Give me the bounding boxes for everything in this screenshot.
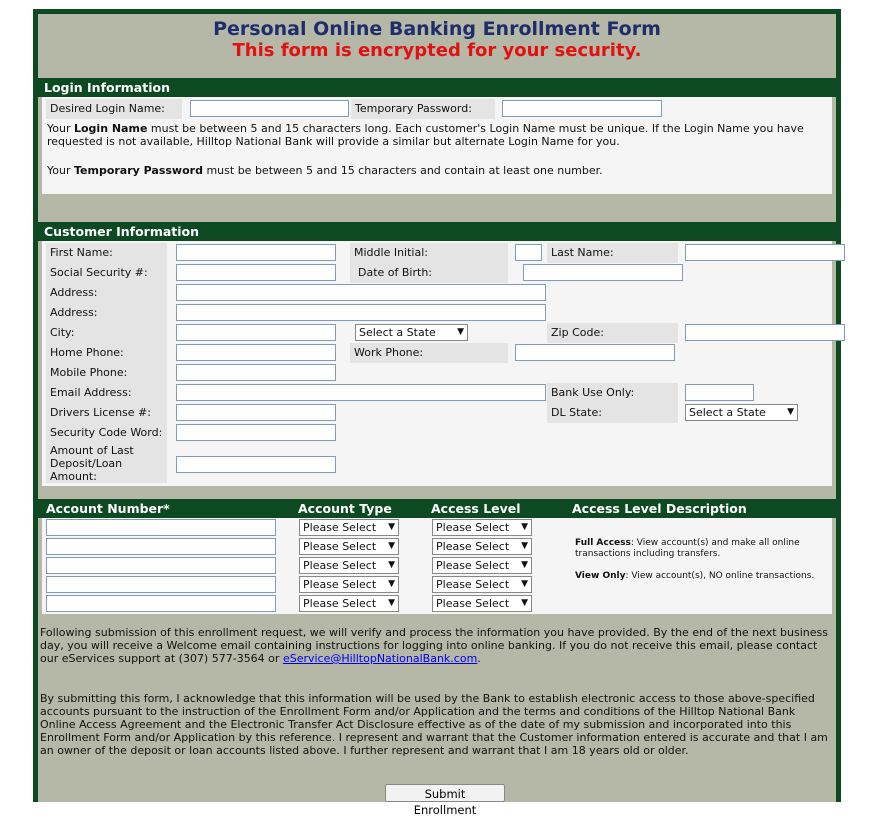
mobile-phone-input[interactable] xyxy=(176,364,336,381)
login-section-heading: Login Information xyxy=(38,78,836,97)
account-number-input-4[interactable] xyxy=(46,576,276,593)
account-type-select-1[interactable]: Please Select ▼ xyxy=(299,519,399,536)
account-number-input-2[interactable] xyxy=(46,538,276,555)
chevron-down-icon: ▼ xyxy=(388,541,395,551)
account-type-select-4[interactable]: Please Select ▼ xyxy=(299,576,399,593)
submit-enrollment-button[interactable]: Submit Enrollment xyxy=(385,784,505,802)
chevron-down-icon: ▼ xyxy=(388,598,395,608)
address1-input[interactable] xyxy=(176,284,546,301)
enrollment-form xyxy=(33,9,841,817)
work-phone-input[interactable] xyxy=(515,344,675,361)
security-notice: This form is encrypted for your security. xyxy=(232,40,642,61)
acknowledgement-text: By submitting this form, I acknowledge that this information will be used by the Bank to establish electronic access to those above-specified accounts pursuant to the instruction of the Enrollment Form and/or Application and the terms and conditions of the Hilltop National Bank Online Access Agreement and the Electronic Transfer Act Disclosure effective as of the date of my submission and incorporated into this Enrollment Form and/or Application by this reference. I represent and warrant that the Customer information entered is accurate and that I am an owner of the deposit or loan accounts listed above. I further represent and warrant that I am 18 years old or older. xyxy=(40,692,828,757)
processing-notice: Following submission of this enrollment request, we will verify and process the information you have provided. By the end of the next business day, you will receive a Welcome email containing instructions for logging into online banking. If you do not receive this email, please contact our eServices support at (307) 577-3564 or eService@HilltopNationalBank.com. xyxy=(40,626,828,665)
customer-panel xyxy=(42,241,832,486)
access-level-select-1[interactable]: Please Select ▼ xyxy=(432,519,532,536)
drivers-license-label: Drivers License #: xyxy=(46,403,167,423)
dob-label: Date of Birth: xyxy=(350,263,508,283)
access-level-select-3[interactable]: Please Select ▼ xyxy=(432,557,532,574)
middle-initial-label: Middle Initial: xyxy=(350,243,508,263)
chevron-down-icon: ▼ xyxy=(388,579,395,589)
login-name-note: Your Login Name must be between 5 and 15 characters long. Each customer's Login Name must be unique. If the Login Name you have requested is not available, Hilltop National Bank will provide a similar but alternate Login Name for you. xyxy=(47,122,804,148)
ssn-input[interactable] xyxy=(176,264,336,281)
mobile-phone-label: Mobile Phone: xyxy=(46,363,167,383)
state-select[interactable]: Select a State ▼ xyxy=(355,324,468,341)
customer-section-heading: Customer Information xyxy=(38,222,836,241)
chevron-down-icon: ▼ xyxy=(521,579,528,589)
temp-password-note: Your Temporary Password must be between 5 and 15 characters and contain at least one number. xyxy=(47,164,603,177)
account-number-input-5[interactable] xyxy=(46,595,276,612)
address2-label: Address: xyxy=(46,303,167,323)
home-phone-input[interactable] xyxy=(176,344,336,361)
chevron-down-icon: ▼ xyxy=(521,598,528,608)
account-type-heading: Account Type xyxy=(298,501,392,516)
last-amount-label: Amount of Last Deposit/Loan Amount: xyxy=(46,443,167,483)
page-title: Personal Online Banking Enrollment Form xyxy=(213,18,661,40)
city-input[interactable] xyxy=(176,324,336,341)
ssn-label: Social Security #: xyxy=(46,263,167,283)
bank-use-label: Bank Use Only: xyxy=(547,383,678,403)
temp-password-input[interactable] xyxy=(502,100,662,117)
email-input[interactable] xyxy=(176,384,546,401)
first-name-input[interactable] xyxy=(176,244,336,261)
drivers-license-input[interactable] xyxy=(176,404,336,421)
last-amount-input[interactable] xyxy=(176,456,336,473)
account-type-select-2[interactable]: Please Select ▼ xyxy=(299,538,399,555)
chevron-down-icon: ▼ xyxy=(457,327,464,337)
security-word-input[interactable] xyxy=(176,424,336,441)
chevron-down-icon: ▼ xyxy=(521,560,528,570)
access-level-select-5[interactable]: Please Select ▼ xyxy=(432,595,532,612)
support-email-link[interactable]: eService@HilltopNationalBank.com xyxy=(282,652,478,665)
account-type-select-5[interactable]: Please Select ▼ xyxy=(299,595,399,612)
account-type-select-3[interactable]: Please Select ▼ xyxy=(299,557,399,574)
chevron-down-icon: ▼ xyxy=(388,560,395,570)
bank-use-input[interactable] xyxy=(685,384,754,401)
dl-state-select[interactable]: Select a State ▼ xyxy=(685,404,798,421)
accounts-panel xyxy=(42,518,832,614)
zip-label: Zip Code: xyxy=(547,323,678,343)
account-number-input-3[interactable] xyxy=(46,557,276,574)
chevron-down-icon: ▼ xyxy=(787,407,794,417)
address2-input[interactable] xyxy=(176,304,546,321)
zip-input[interactable] xyxy=(685,324,845,341)
work-phone-label: Work Phone: xyxy=(350,343,508,363)
access-level-select-2[interactable]: Please Select ▼ xyxy=(432,538,532,555)
home-phone-label: Home Phone: xyxy=(46,343,167,363)
dob-input[interactable] xyxy=(523,264,683,281)
full-access-description: Full Access: View account(s) and make all online transactions including transfers. xyxy=(575,538,800,559)
address1-label: Address: xyxy=(46,283,167,303)
access-level-heading: Access Level xyxy=(431,501,521,516)
security-word-label: Security Code Word: xyxy=(46,423,167,443)
login-name-label: Desired Login Name: xyxy=(46,99,182,119)
chevron-down-icon: ▼ xyxy=(521,541,528,551)
chevron-down-icon: ▼ xyxy=(388,522,395,532)
dl-state-label: DL State: xyxy=(547,403,678,423)
account-number-input-1[interactable] xyxy=(46,519,276,536)
account-number-heading: Account Number* xyxy=(46,501,170,516)
access-description-heading: Access Level Description xyxy=(572,501,747,516)
view-only-description: View Only: View account(s), NO online transactions. xyxy=(575,571,815,581)
email-label: Email Address: xyxy=(46,383,167,403)
temp-password-label: Temporary Password: xyxy=(351,99,495,119)
login-panel xyxy=(42,97,832,194)
chevron-down-icon: ▼ xyxy=(521,522,528,532)
first-name-label: First Name: xyxy=(46,243,167,263)
middle-initial-input[interactable] xyxy=(515,244,542,261)
login-name-input[interactable] xyxy=(190,100,349,117)
last-name-input[interactable] xyxy=(685,244,845,261)
form-title-block xyxy=(38,18,836,62)
access-level-select-4[interactable]: Please Select ▼ xyxy=(432,576,532,593)
last-name-label: Last Name: xyxy=(547,243,678,263)
city-label: City: xyxy=(46,323,167,343)
